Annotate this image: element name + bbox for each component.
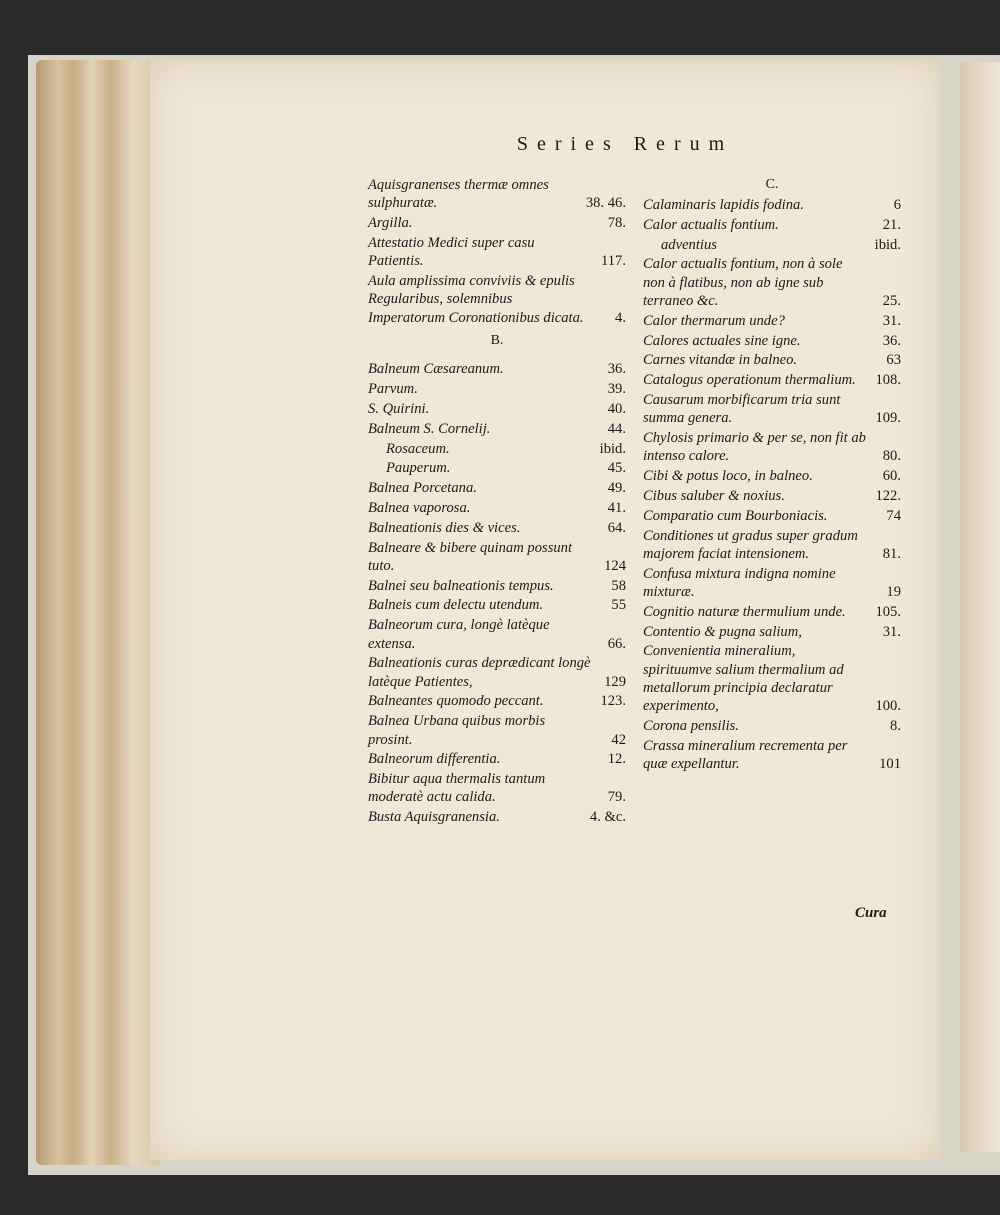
entry-text: Balnea Urbana quibus morbis prosint. (368, 713, 546, 748)
entry-page-number: 36. (607, 361, 626, 378)
entry-text: Parvum. (368, 381, 418, 398)
index-entry (643, 642, 901, 715)
index-entry (368, 400, 626, 418)
entry-page-number: 58 (611, 577, 626, 594)
entry-page-number: 6 (893, 197, 901, 213)
entry-text: Cibi & potus loco, in balneo. (643, 468, 813, 485)
entry-page-number: 74 (886, 507, 901, 524)
index-entry (368, 692, 626, 710)
entry-page-number: 39. (607, 381, 626, 398)
entry-page-number: 117. (601, 253, 626, 270)
entry-page-number: 49. (607, 480, 626, 497)
entry-text: adventius (661, 236, 717, 253)
entry-text: Catalogus operationum thermalium. (643, 372, 856, 389)
entry-text: Corona pensilis. (643, 718, 739, 735)
entry-page-number: 80. (882, 448, 901, 465)
index-column-right (643, 176, 901, 775)
index-entry (368, 616, 626, 653)
entry-text: Crassa mineralium recrementa per quæ expellantur. (643, 737, 848, 773)
index-entry (643, 507, 901, 525)
entry-text: Argilla. (368, 215, 413, 232)
entry-page-number: 124 (604, 557, 626, 574)
entry-page-number: 122. (875, 487, 901, 504)
entry-text: Conditiones ut gradus super gradum majorem faciat intensionem. (643, 527, 858, 562)
entry-page-number: 55 (611, 597, 626, 614)
entry-text: Convenientia mineralium, spirituumve salium thermalium ad metallorum principia declaratur experimento, (643, 643, 844, 715)
entry-page-number: ibid. (599, 440, 626, 457)
entry-page-number: ibid. (874, 236, 901, 253)
entry-page-number: 78. (607, 215, 626, 232)
index-entry (643, 351, 901, 369)
entry-page-number: 36. (882, 332, 901, 349)
index-entry (368, 499, 626, 517)
entry-page-number: 129 (604, 673, 626, 690)
entry-page-number: 66. (607, 635, 626, 652)
entry-text: Aula amplissima conviviis & epulis Regularibus, solemnibus Imperatorum Coronationibus dicata. (368, 272, 584, 326)
index-entry (643, 737, 901, 774)
entry-page-number: 12. (607, 751, 626, 768)
entry-page-number: 64. (607, 519, 626, 536)
index-entry (368, 459, 626, 477)
entry-text: Balnea Porcetana. (368, 480, 477, 497)
index-entry (643, 391, 901, 428)
entry-text: Balneum S. Cornelij. (368, 420, 491, 437)
entry-text: Pauperum. (386, 460, 451, 477)
entry-page-number: 100. (875, 698, 901, 715)
entry-text: Balneis cum delectu utendum. (368, 597, 544, 614)
index-entry (643, 216, 901, 234)
index-entry (368, 479, 626, 497)
section-letter: B. (490, 333, 504, 349)
section-letter: C. (765, 177, 779, 192)
index-entry (368, 770, 626, 807)
index-entry (643, 527, 901, 564)
index-column-left (368, 176, 626, 828)
index-entry (368, 360, 626, 378)
entry-text: Balneum Cæsareanum. (368, 361, 504, 378)
entry-page-number: 42 (611, 731, 626, 748)
index-entry (643, 565, 901, 602)
entry-text: Attestatio Medici super casu Patientis. (368, 234, 535, 270)
entry-page-number: 79. (607, 789, 626, 806)
running-header: Series Rerum (516, 133, 734, 155)
entry-text: Chylosis primario & per se, non fit ab intenso calore. (643, 430, 866, 465)
index-entry (368, 712, 626, 749)
index-entry (643, 717, 901, 735)
entry-page-number: 81. (882, 545, 901, 562)
index-entry (368, 577, 626, 595)
entry-page-number: 41. (607, 499, 626, 516)
entry-text: Calor actualis fontium, non à sole non à flatibus, non ab igne sub terraneo &c. (643, 256, 843, 309)
index-entry (643, 255, 901, 310)
entry-text: Balneare & bibere quinam possunt tuto. (368, 539, 573, 574)
entry-page-number: 108. (875, 372, 901, 389)
entry-text: Balneationis dies & vices. (368, 519, 521, 536)
entry-page-number: 38. 46. (585, 195, 626, 212)
index-entry (368, 750, 626, 768)
entry-page-number: 21. (882, 216, 901, 233)
entry-page-number: 45. (607, 460, 626, 477)
index-entry (368, 176, 626, 213)
entry-text: S. Quirini. (368, 400, 430, 417)
entry-text: Cibus saluber & noxius. (643, 487, 785, 504)
index-entry (643, 196, 901, 214)
entry-text: Rosaceum. (386, 440, 450, 457)
entry-text: Confusa mixtura indigna nomine mixturæ. (643, 565, 836, 600)
entry-page-number: 4. &c. (589, 809, 626, 826)
entry-page-number: 40. (607, 400, 626, 417)
entry-page-number: 101 (879, 756, 901, 773)
entry-page-number: 31. (882, 623, 901, 640)
entry-text: Balneationis curas deprædicant longè latèque Patientes, (368, 655, 591, 690)
entry-text: Balneantes quomodo peccant. (368, 693, 544, 710)
index-entry (643, 312, 901, 330)
entry-page-number: 4. (615, 309, 626, 326)
entry-page-number: 105. (875, 603, 901, 620)
entry-text: Calor thermarum unde? (643, 312, 785, 329)
entry-page-number: 60. (882, 468, 901, 485)
index-entry (643, 487, 901, 505)
entry-page-number: 25. (882, 292, 901, 309)
index-entry (643, 603, 901, 621)
entry-text: Carnes vitandæ in balneo. (643, 352, 798, 369)
entry-page-number: 44. (607, 420, 626, 437)
index-entry (643, 371, 901, 389)
entry-page-number: 123. (600, 693, 626, 710)
entry-text: Bibitur aqua thermalis tantum moderatè actu calida. (368, 771, 546, 806)
entry-text: Cognitio naturæ thermulium unde. (643, 603, 846, 620)
entry-text: Balneorum cura, longè latèque extensa. (368, 617, 550, 652)
index-entry (368, 272, 626, 327)
entry-page-number: 109. (875, 410, 901, 427)
entry-page-number: 63 (886, 352, 901, 369)
index-entry (368, 380, 626, 398)
index-entry (368, 654, 626, 691)
index-entry (643, 623, 901, 641)
index-entry (643, 236, 901, 254)
entry-text: Comparatio cum Bourboniacis. (643, 507, 828, 524)
facing-page-edge (960, 62, 1000, 1152)
entry-text: Contentio & pugna salium, (643, 623, 802, 640)
entry-text: Causarum morbificarum tria sunt summa genera. (643, 391, 841, 427)
entry-page-number: 8. (890, 718, 901, 735)
index-entry (643, 429, 901, 466)
entry-text: Balnei seu balneationis tempus. (368, 577, 554, 594)
index-entry (368, 596, 626, 614)
entry-text: Calaminaris lapidis fodina. (643, 197, 804, 213)
index-entry (368, 808, 626, 826)
page-edges (36, 60, 160, 1165)
index-entry (368, 420, 626, 438)
entry-text: Calores actuales sine igne. (643, 332, 801, 349)
catchword: Cura (855, 905, 887, 921)
entry-page-number: 31. (882, 312, 901, 329)
index-entry (368, 234, 626, 271)
entry-text: Busta Aquisgranensia. (368, 809, 500, 826)
entry-text: Aquisgranenses thermæ omnes sulphuratæ. (368, 177, 549, 212)
index-entry (368, 519, 626, 537)
index-entry (368, 440, 626, 458)
index-entry (368, 539, 626, 576)
index-entry (643, 332, 901, 350)
index-entry (368, 214, 626, 232)
entry-page-number: 19 (886, 583, 901, 600)
index-entry (643, 467, 901, 485)
entry-text: Balneorum differentia. (368, 751, 501, 768)
entry-text: Calor actualis fontium. (643, 216, 779, 233)
entry-text: Balnea vaporosa. (368, 499, 471, 516)
